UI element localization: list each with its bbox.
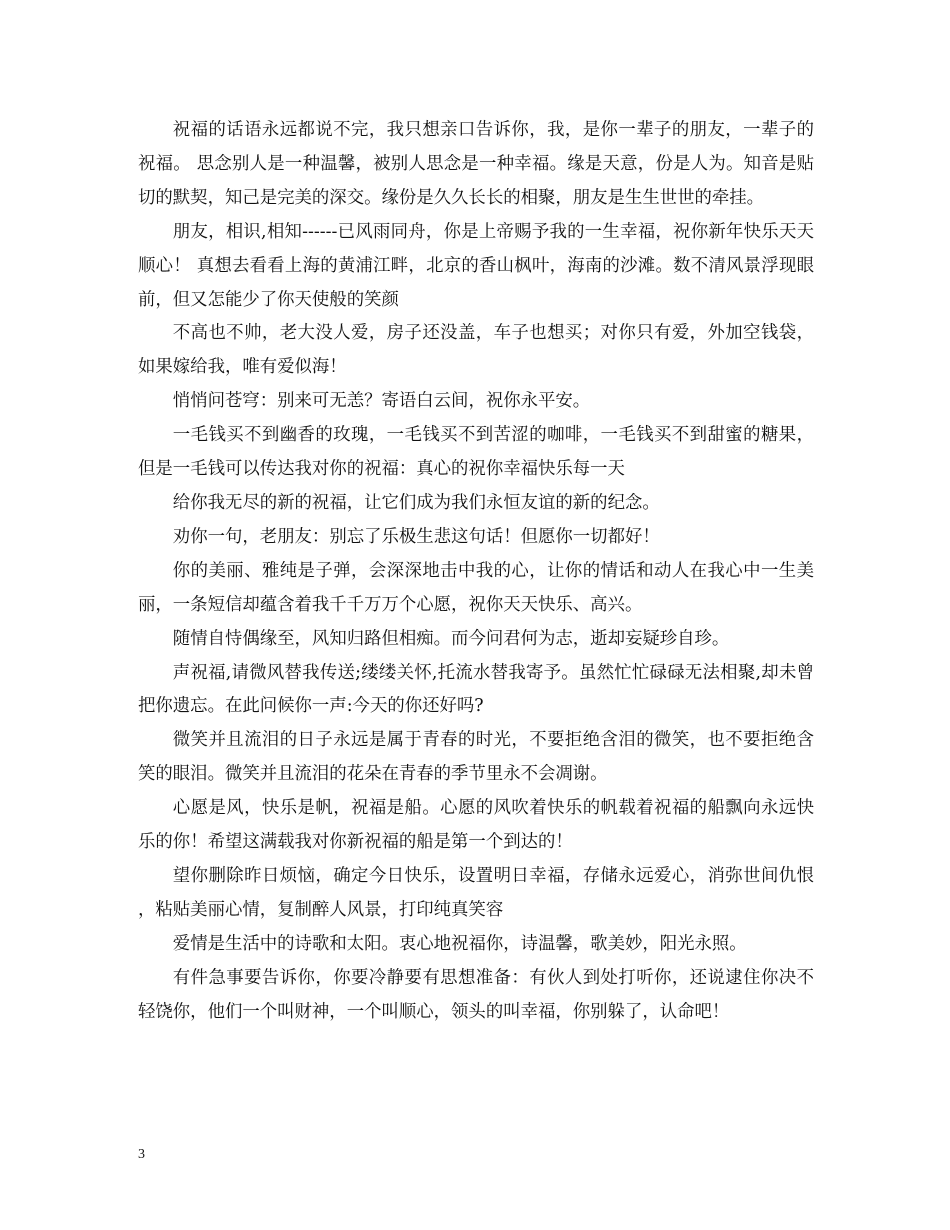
paragraph: 有件急事要告诉你，你要冷静要有思想准备：有伙人到处打听你，还说逮住你决不轻饶你，他们一个叫财神，一个叫顺心，领头的叫幸福，你别躲了，认命吧！ (138, 967, 814, 1022)
paragraph: 心愿是风，快乐是帆，祝福是船。心愿的风吹着快乐的帆载着祝福的船飘向永远快乐的你！希望这满载我对你新祝福的船是第一个到达的！ (138, 798, 814, 853)
paragraph: 声祝福,请微风替我传送;缕缕关怀,托流水替我寄予。虽然忙忙碌碌无法相聚,却未曾把你遗忘。在此问候你一声:今天的你还好吗? (138, 662, 814, 717)
paragraph: 微笑并且流泪的日子永远是属于青春的时光，不要拒绝含泪的微笑，也不要拒绝含笑的眼泪。微笑并且流泪的花朵在青春的季节里永不会凋谢。 (138, 730, 814, 785)
document-body (138, 114, 814, 1029)
paragraph: 悄悄问苍穹：别来可无恙？寄语白云间，祝你永平安。 (172, 391, 591, 412)
paragraph: 不高也不帅，老大没人爱，房子还没盖，车子也想买；对你只有爱，外加空钱袋，如果嫁给我，唯有爱似海！ (138, 323, 814, 378)
paragraph: 随情自恃偶缘至，风知归路但相痴。而今问君何为志，逝却妄疑珍自珍。 (172, 628, 730, 649)
paragraph: 一毛钱买不到幽香的玫瑰，一毛钱买不到苦涩的咖啡，一毛钱买不到甜蜜的糖果，但是一毛钱可以传达我对你的祝福：真心的祝你幸福快乐每一天 (138, 425, 814, 480)
paragraph: 朋友，相识,相知------已风雨同舟，你是上帝赐予我的一生幸福，祝你新年快乐天天顺心！ 真想去看看上海的黄浦江畔，北京的香山枫叶，海南的沙滩。数不清风景浮现眼前，但又怎能少了你天使般的笑颜 (138, 221, 814, 310)
paragraph: 望你删除昨日烦恼，确定今日快乐，设置明日幸福，存储永远爱心，消弥世间仇恨，粘贴美丽心情，复制醉人风景，打印纯真笑容 (138, 865, 814, 920)
paragraph: 你的美丽、雅纯是子弹，会深深地击中我的心，让你的情话和动人在我心中一生美丽，一条短信却蕴含着我千千万万个心愿，祝你天天快乐、高兴。 (138, 560, 814, 615)
paragraph: 祝福的话语永远都说不完，我只想亲口告诉你，我，是你一辈子的朋友，一辈子的祝福。 思念别人是一种温馨，被别人思念是一种幸福。缘是天意，份是人为。知音是贴切的默契，知己是完美的深交。缘份是久久长长的相聚，朋友是生生世世的牵挂。 (138, 120, 814, 208)
paragraph: 爱情是生活中的诗歌和太阳。衷心地祝福你，诗温馨，歌美妙，阳光永照。 (172, 933, 747, 954)
page-number: 3 (138, 1147, 145, 1162)
paragraph: 给你我无尽的新的祝福，让它们成为我们永恒友谊的新的纪念。 (172, 492, 660, 513)
paragraph: 劝你一句，老朋友：别忘了乐极生悲这句话！但愿你一切都好！ (172, 526, 660, 547)
